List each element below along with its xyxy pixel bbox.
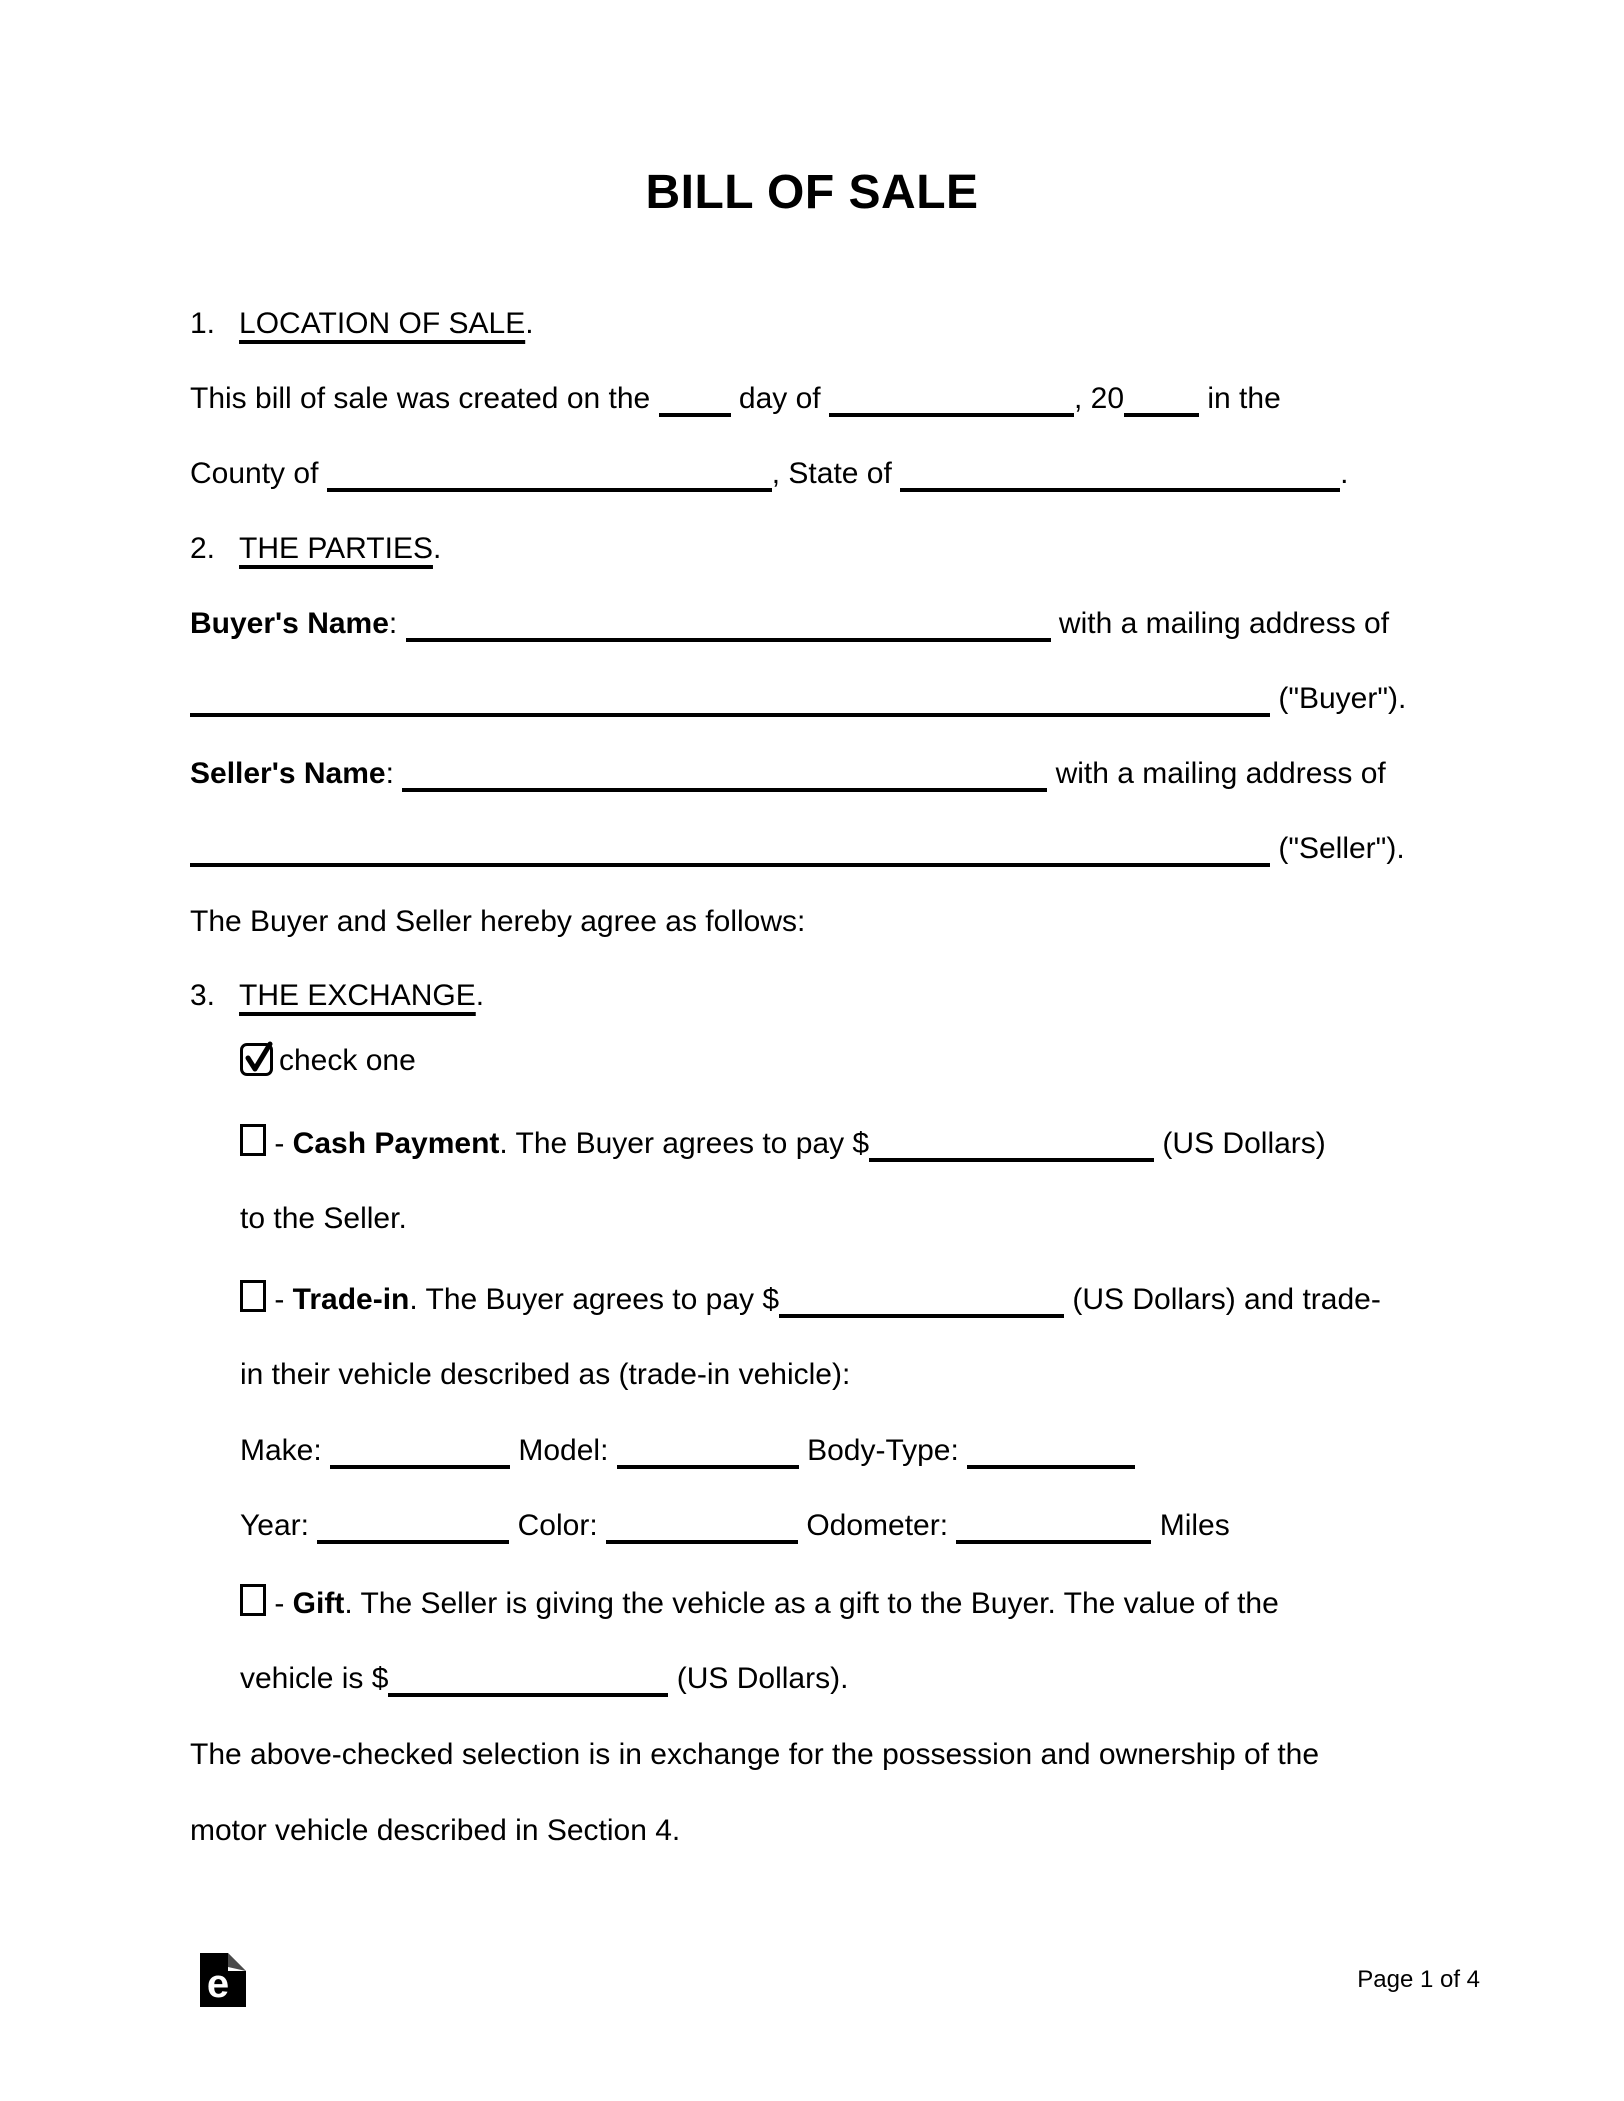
cash-payment-continuation: to the Seller.: [240, 1202, 407, 1235]
vehicle-year-field[interactable]: [317, 1540, 509, 1544]
cash-payment-label: Cash Payment: [292, 1127, 500, 1160]
check-one-checkbox-icon: [240, 1043, 273, 1076]
buyer-address-field[interactable]: [190, 713, 1270, 717]
section1-heading-period: .: [525, 307, 534, 340]
gift-value-field[interactable]: [388, 1693, 668, 1697]
trade-usd-text: (US Dollars) and trade-: [1064, 1283, 1381, 1316]
model-field[interactable]: [617, 1465, 799, 1469]
seller-mailing-text: with a mailing address of: [1047, 757, 1386, 790]
sale-date-text-2: day of: [730, 382, 829, 415]
section3-heading-period: .: [475, 979, 485, 1012]
buyer-name-field[interactable]: [406, 638, 1051, 642]
seller-name-line: [190, 755, 1386, 793]
buyer-name-label: Buyer's Name: [190, 607, 389, 640]
year-blank-field[interactable]: [1124, 413, 1199, 417]
make-label: Make:: [240, 1434, 331, 1467]
color-field[interactable]: [606, 1540, 798, 1544]
make-field[interactable]: [330, 1465, 510, 1469]
seller-address-line: [190, 830, 1405, 868]
year-label: Year:: [240, 1509, 318, 1542]
closing-line-1: The above-checked selection is in exchange for the possession and ownership of the: [190, 1738, 1320, 1771]
gift-usd-text: (US Dollars).: [668, 1662, 849, 1695]
section3-heading: THE EXCHANGE: [239, 979, 476, 1012]
odometer-field[interactable]: [956, 1540, 1151, 1544]
gift-dash-separator: -: [266, 1587, 293, 1620]
miles-label: Miles: [1151, 1509, 1230, 1542]
eforms-logo-icon: [200, 1953, 246, 2007]
state-blank-field[interactable]: [900, 488, 1340, 492]
page-title: BILL OF SALE: [645, 166, 979, 219]
odometer-label: Odometer:: [798, 1509, 957, 1542]
agreement-intro-line: The Buyer and Seller hereby agree as follows:: [190, 905, 806, 938]
buyer-name-line: [190, 605, 1389, 643]
vehicle-make-model-bodytype-line: [240, 1432, 1135, 1470]
section1-heading-line: [190, 305, 534, 343]
section2-number: 2.: [190, 532, 216, 565]
section2-heading-line: [190, 530, 441, 568]
sale-date-line: [190, 380, 1281, 418]
county-label: County of: [190, 457, 327, 490]
seller-name-field[interactable]: [402, 788, 1047, 792]
gift-value-text: vehicle is $: [240, 1662, 389, 1695]
seller-name-label: Seller's Name: [190, 757, 386, 790]
county-state-period: .: [1340, 457, 1349, 490]
vehicle-year-color-odometer-line: [240, 1507, 1230, 1545]
section3-heading-line: [190, 977, 484, 1015]
gift-text: . The Seller is giving the vehicle as a gift to the Buyer. The value of the: [344, 1587, 1279, 1620]
closing-line-2: motor vehicle described in Section 4.: [190, 1814, 681, 1847]
month-blank-field[interactable]: [829, 413, 1074, 417]
seller-name-colon: :: [385, 757, 403, 790]
section2-heading-period: .: [432, 532, 442, 565]
gift-continuation: [240, 1660, 848, 1698]
cash-option-checkbox[interactable]: [240, 1124, 266, 1156]
section1-heading: LOCATION OF SALE: [239, 307, 526, 340]
gift-option: [240, 1584, 1279, 1623]
state-label: , State of: [771, 457, 901, 490]
body-type-label: Body-Type:: [798, 1434, 968, 1467]
buyer-paren-text: ("Buyer").: [1270, 682, 1407, 715]
cash-dash-separator: -: [266, 1127, 293, 1160]
cash-amount-field[interactable]: [869, 1158, 1154, 1162]
county-blank-field[interactable]: [327, 488, 772, 492]
section2-heading: THE PARTIES: [239, 532, 433, 565]
county-state-line: [190, 455, 1349, 493]
buyer-mailing-text: with a mailing address of: [1050, 607, 1390, 640]
page-number: Page 1 of 4: [1357, 1966, 1480, 1993]
model-label: Model:: [510, 1434, 617, 1467]
trade-amount-field[interactable]: [779, 1314, 1064, 1318]
sale-date-text-4: in the: [1199, 382, 1281, 415]
trade-in-label: Trade-in: [292, 1283, 410, 1316]
check-one-row: [240, 1042, 416, 1080]
body-type-field[interactable]: [967, 1465, 1135, 1469]
eforms-logo-letter: e: [206, 1962, 230, 2006]
gift-option-checkbox[interactable]: [240, 1584, 266, 1616]
color-label: Color:: [509, 1509, 606, 1542]
trade-in-text: . The Buyer agrees to pay $: [409, 1283, 780, 1316]
cash-payment-text: . The Buyer agrees to pay $: [499, 1127, 870, 1160]
seller-paren-text: ("Seller").: [1270, 832, 1405, 865]
buyer-address-line: [190, 680, 1406, 718]
cash-payment-option: [240, 1124, 1326, 1163]
trade-in-option: [240, 1280, 1381, 1319]
seller-address-field[interactable]: [190, 863, 1270, 867]
trade-in-continuation: in their vehicle described as (trade-in vehicle):: [240, 1358, 851, 1391]
check-one-label: check one: [279, 1044, 416, 1077]
trade-dash-separator: -: [266, 1283, 293, 1316]
sale-date-text-1: This bill of sale was created on the: [190, 382, 659, 415]
buyer-name-colon: :: [388, 607, 406, 640]
sale-date-text-3: , 20: [1073, 382, 1125, 415]
trade-in-option-checkbox[interactable]: [240, 1280, 266, 1312]
day-blank-field[interactable]: [659, 413, 731, 417]
section3-number: 3.: [190, 979, 216, 1012]
gift-label: Gift: [292, 1587, 345, 1620]
section1-number: 1.: [190, 307, 216, 340]
cash-usd-text: (US Dollars): [1154, 1127, 1326, 1160]
